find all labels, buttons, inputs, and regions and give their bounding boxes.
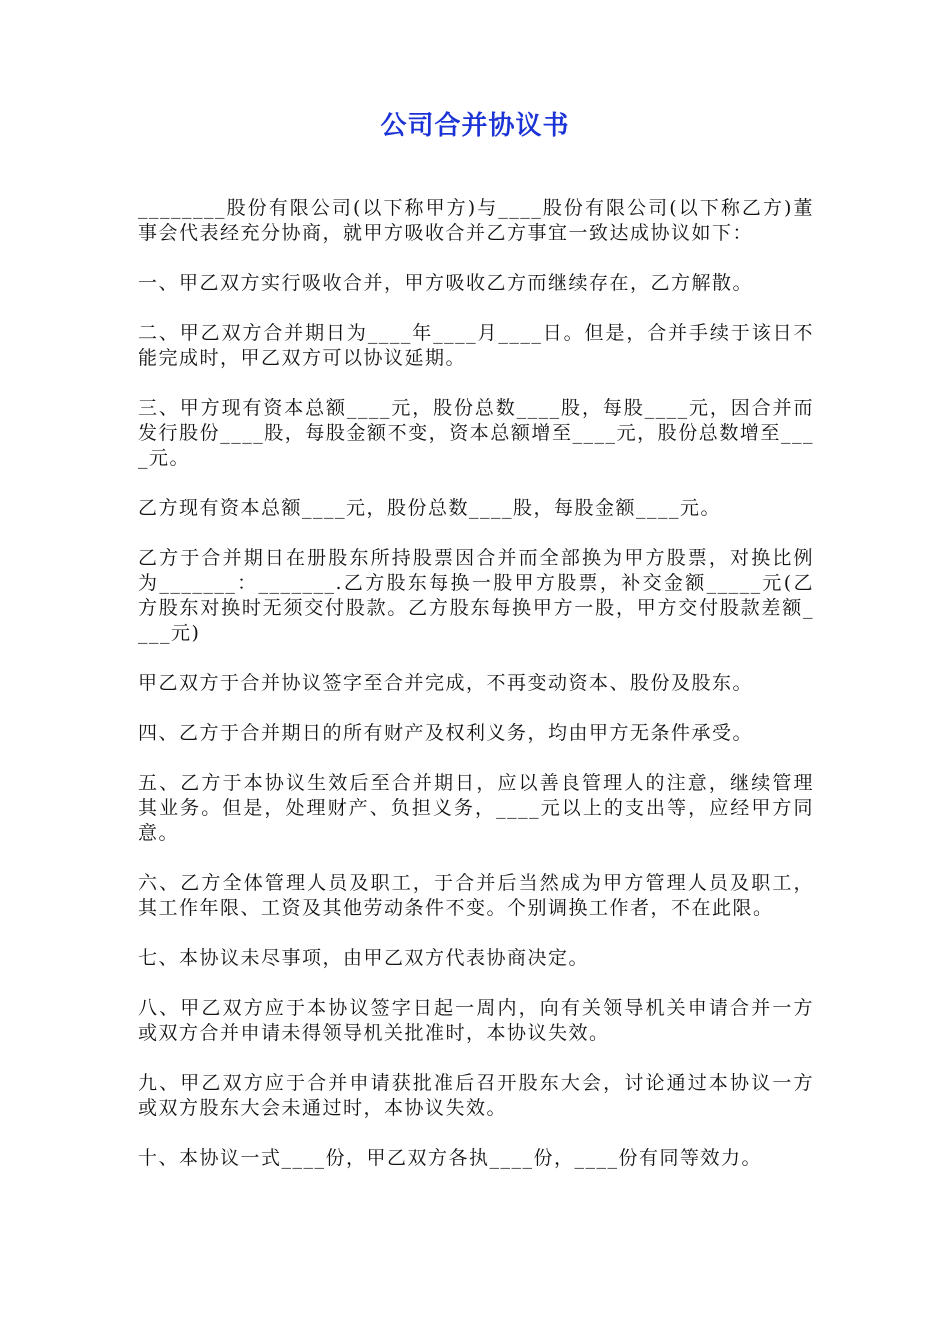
paragraph-clause-1: 一、甲乙双方实行吸收合并，甲方吸收乙方而继续存在，乙方解散。	[138, 272, 754, 294]
document-body	[138, 196, 814, 1196]
paragraph-clause-7: 七、本协议未尽事项，由甲乙双方代表协商决定。	[138, 947, 590, 969]
paragraph-share-exchange: 乙方于合并期日在册股东所持股票因合并而全部换为甲方股票，对换比例为_______：_______.乙方股东每换一股甲方股票，补交金额_____元(乙方股东对换时无须交付股款。乙方股东每换甲方一股，甲方交付股款差额____元)	[138, 547, 814, 644]
paragraph-clause-10: 十、本协议一式____份，甲乙双方各执____份，____份有同等效力。	[138, 1147, 763, 1169]
paragraph-clause-4: 四、乙方于合并期日的所有财产及权利义务，均由甲方无条件承受。	[138, 722, 754, 744]
paragraph-no-change: 甲乙双方于合并协议签字至合并完成，不再变动资本、股份及股东。	[138, 672, 754, 694]
paragraph-party-b-capital: 乙方现有资本总额____元，股份总数____股，每股金额____元。	[138, 497, 722, 519]
paragraph-clause-3: 三、甲方现有资本总额____元，股份总数____股，每股____元，因合并而发行股份____股，每股金额不变，资本总额增至____元，股份总数增至____元。	[138, 397, 814, 469]
document-title: 公司合并协议书	[380, 111, 570, 141]
paragraph-clause-8: 八、甲乙双方应于本协议签字日起一周内，向有关领导机关申请合并一方或双方合并申请未得领导机关批准时，本协议失效。	[138, 997, 814, 1044]
paragraph-clause-9: 九、甲乙双方应于合并申请获批准后召开股东大会，讨论通过本协议一方或双方股东大会未通过时，本协议失效。	[138, 1072, 814, 1119]
paragraph-clause-5: 五、乙方于本协议生效后至合并期日，应以善良管理人的注意，继续管理其业务。但是，处理财产、负担义务，____元以上的支出等，应经甲方同意。	[138, 772, 814, 844]
paragraph-clause-6: 六、乙方全体管理人员及职工，于合并后当然成为甲方管理人员及职工，其工作年限、工资及其他劳动条件不变。个别调换工作者，不在此限。	[138, 872, 814, 919]
paragraph-clause-2: 二、甲乙双方合并期日为____年____月____日。但是，合并手续于该日不能完成时，甲乙双方可以协议延期。	[138, 322, 814, 369]
paragraph-preamble: ________股份有限公司(以下称甲方)与____股份有限公司(以下称乙方)董事会代表经充分协商，就甲方吸收合并乙方事宜一致达成协议如下：	[138, 197, 814, 244]
